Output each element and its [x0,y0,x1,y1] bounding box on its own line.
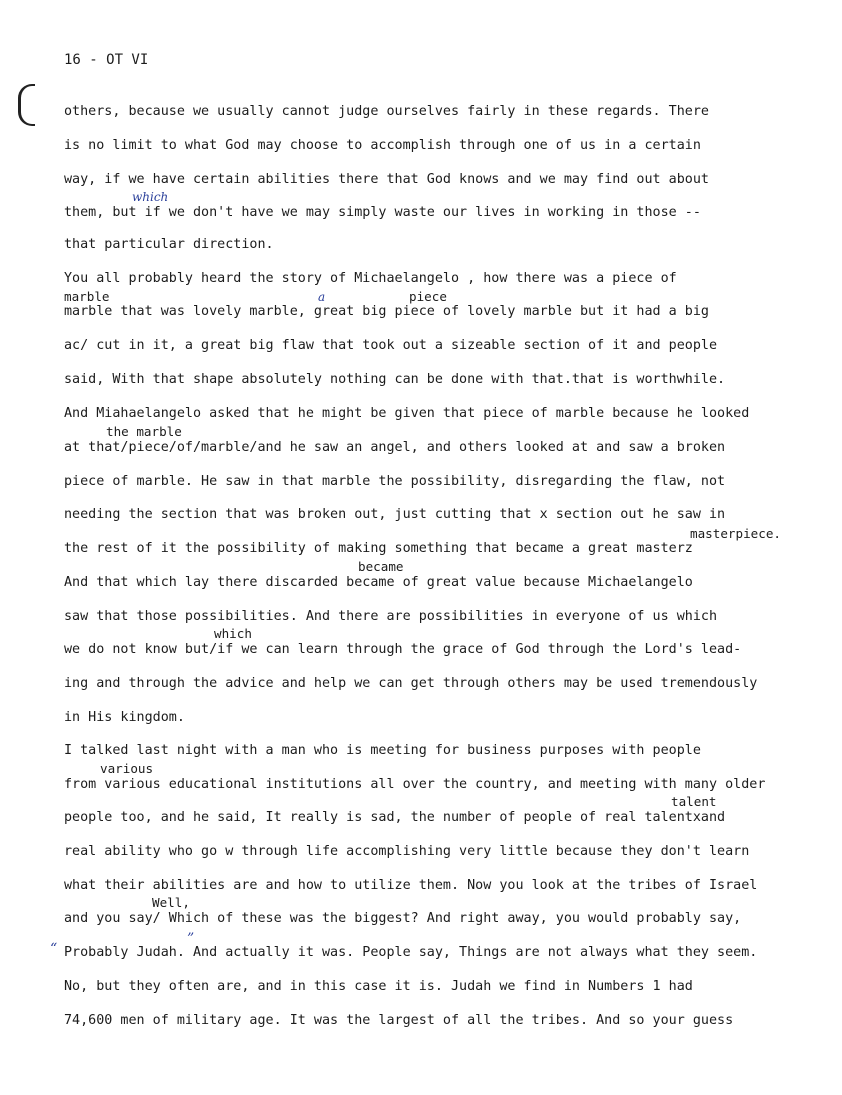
interlinear-well: Well, [152,895,190,910]
text-line: And Miahaelangelo asked that he might be given that piece of marble because he looked [64,406,750,421]
handwritten-close-quote: ” [187,931,195,947]
interlinear-talent: talent [671,794,717,809]
interlinear-became: became [358,559,404,574]
text-line: people too, and he said, It really is sad, the number of people of real talentxand [64,810,726,825]
text-line: saw that those possibilities. And there are possibilities in everyone of us which [64,609,718,624]
handwritten-which: which [132,190,169,204]
text-line: marble that was lovely marble, great big piece of lovely marble but it had a big [64,304,709,319]
text-line: 74,600 men of military age. It was the largest of all the tribes. And so your guess [64,1013,734,1028]
text-line: them, but if we don't have we may simply waste our lives in working in those -- [64,205,701,220]
text-line: ing and through the advice and help we can get through others may be used tremendously [64,676,758,691]
text-line: at that/piece/of/marble/and he saw an angel, and others looked at and saw a broken [64,440,726,455]
interlinear-various: various [100,761,154,776]
interlinear-piece: piece [409,289,447,304]
interlinear-masterpiece: masterpiece. [690,526,781,541]
text-line: way, if we have certain abilities there that God knows and we may find out about [64,172,709,187]
text-line: I talked last night with a man who is meeting for business purposes with people [64,743,701,758]
margin-bracket-mark [18,84,35,126]
text-line: needing the section that was broken out, just cutting that x section out he saw in [64,507,726,522]
text-line: what their abilities are and how to utilize them. Now you look at the tribes of Israel [64,878,758,893]
handwritten-open-quote: “ [50,941,58,957]
interlinear-the-marble: the marble [106,424,182,439]
text-line: piece of marble. He saw in that marble the possibility, disregarding the flaw, not [64,474,726,489]
handwritten-a: a [318,290,326,304]
text-line: No, but they often are, and in this case it is. Judah we find in Numbers 1 had [64,979,693,994]
text-line: ac/ cut in it, a great big flaw that took out a sizeable section of it and people [64,338,718,353]
text-line: Probably Judah. And actually it was. People say, Things are not always what they seem. [64,945,758,960]
interlinear-which: which [214,626,252,641]
text-line: and you say/ Which of these was the biggest? And right away, you would probably say, [64,911,742,926]
text-line: the rest of it the possibility of making something that became a great masterz [64,541,693,556]
text-line: is no limit to what God may choose to accomplish through one of us in a certain [64,138,701,153]
text-line: we do not know but/if we can learn through the grace of God through the Lord's lead- [64,642,742,657]
text-line: real ability who go w through life accomplishing very little because they don't learn [64,844,750,859]
text-line: You all probably heard the story of Michaelangelo , how there was a piece of [64,271,677,286]
text-line: in His kingdom. [64,710,185,725]
text-line: others, because we usually cannot judge ourselves fairly in these regards. There [64,104,709,119]
interlinear-marble: marble [64,289,110,304]
text-line: And that which lay there discarded became of great value because Michaelangelo [64,575,693,590]
text-line: from various educational institutions all over the country, and meeting with many older [64,777,766,792]
text-line: that particular direction. [64,237,274,252]
page-label: 16 - OT VI [64,52,149,68]
text-line: said, With that shape absolutely nothing can be done with that.that is worthwhile. [64,372,726,387]
